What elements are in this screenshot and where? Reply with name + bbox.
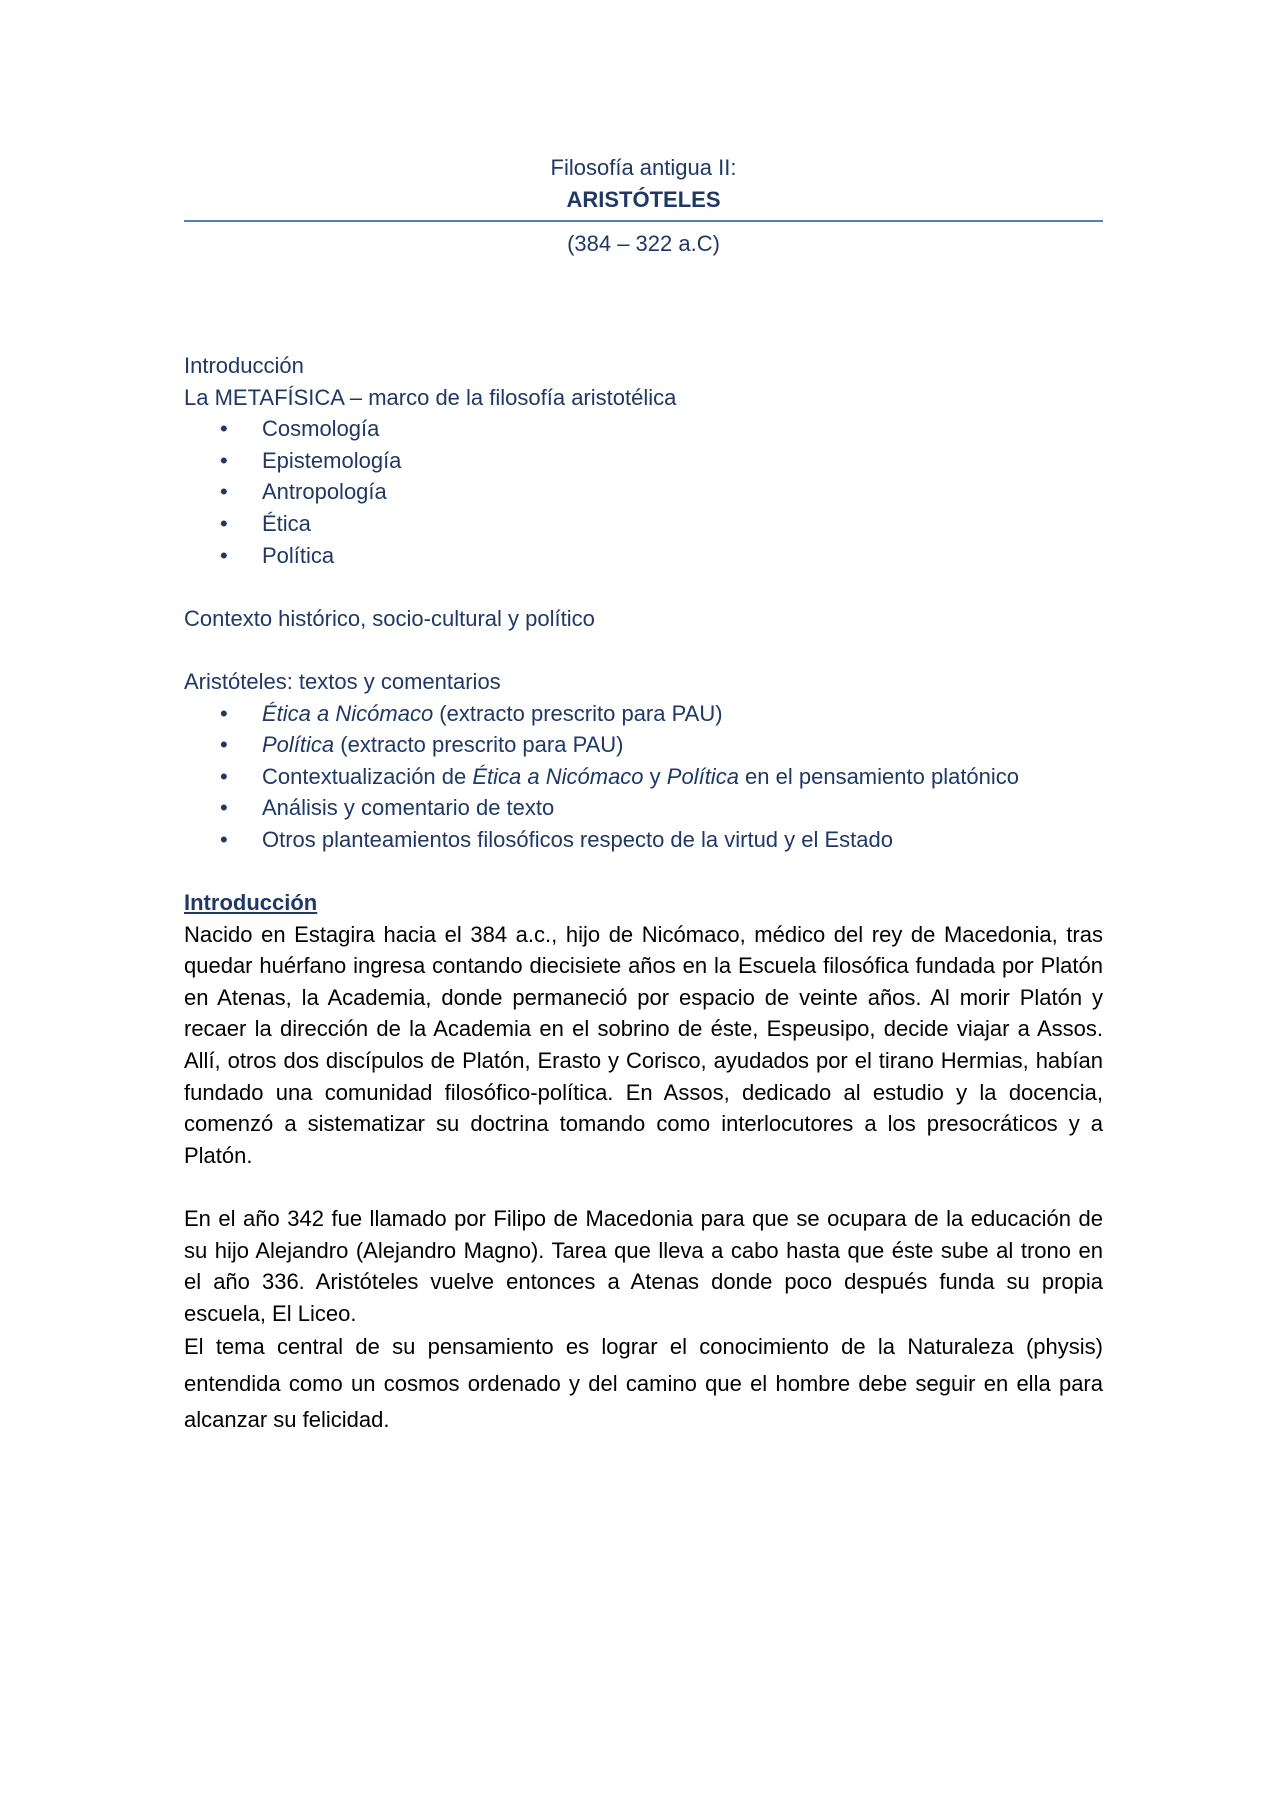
title-dates: (384 – 322 a.C) <box>567 231 720 256</box>
bullet-icon: • <box>220 510 228 536</box>
list-item <box>220 540 1103 572</box>
paragraph: El tema central de su pensamiento es lograr el conocimiento de la Naturaleza (physis) entendida como un cosmos ordenado y del camino que el hombre debe seguir en ella para alcanzar su felicidad. <box>184 1334 1103 1433</box>
list-item-label: en el pensamiento platónico <box>738 763 1020 789</box>
work-title: Política <box>666 763 739 789</box>
outline-metaphysics: La METAFÍSICA – marco de la filosofía aristotélica <box>184 384 677 410</box>
list-item <box>220 445 1103 477</box>
outline-texts-heading: Aristóteles: textos y comentarios <box>184 668 501 694</box>
outline-intro: Introducción <box>184 353 304 378</box>
paragraph: En el año 342 fue llamado por Filipo de Macedonia para que se ocupara de la educación de su hijo Alejandro (Alejandro Magno). Tarea que lleva a cabo hasta que éste sube al trono en el año 336. Aristóteles vuelve entonces a Atenas donde poco después funda su propia escuela, El Liceo. <box>184 1206 1103 1326</box>
bullet-icon: • <box>220 700 228 726</box>
work-title: Política <box>262 732 335 758</box>
document-title <box>184 152 1103 216</box>
list-item <box>220 792 1103 824</box>
work-title: Ética a Nicómaco <box>472 763 644 789</box>
list-item-label: Ética <box>262 510 311 536</box>
bullet-icon: • <box>220 447 228 473</box>
outline-context: Contexto histórico, socio-cultural y político <box>184 605 595 631</box>
page-content <box>184 152 1103 1439</box>
list-item-label: y <box>643 763 667 789</box>
list-item-label: Contextualización de <box>262 763 473 789</box>
list-item <box>220 413 1103 445</box>
title-philosopher: ARISTÓTELES <box>566 187 721 212</box>
title-divider <box>184 220 1103 222</box>
list-item <box>220 476 1103 508</box>
paragraph: Nacido en Estagira hacia el 384 a.c., hijo de Nicómaco, médico del rey de Macedonia, tras quedar huérfano ingresa contando diecisiete años en la Escuela filosófica fundada por Platón en Atenas, la Academia, donde permaneció por espacio de veinte años. Al morir Platón y recaer la dirección de la Academia en el sobrino de éste, Espeusipo, decide viajar a Assos. Allí, otros dos discípulos de Platón, Erasto y Corisco, ayudados por el tirano Hermias, habían fundado una comunidad filosófico-política. En Assos, dedicado al estudio y la docencia, comenzó a sistematizar su doctrina tomando como interlocutores a los presocráticos y a Platón. <box>184 921 1103 1168</box>
introduction-section <box>184 887 1103 1439</box>
list-item-label: Epistemología <box>262 447 402 473</box>
list-item <box>220 508 1103 540</box>
bullet-icon: • <box>220 479 228 505</box>
section-heading: Introducción <box>184 890 318 916</box>
metaphysics-list <box>184 413 1103 571</box>
bullet-icon: • <box>220 732 228 758</box>
bullet-icon: • <box>220 795 228 821</box>
list-item-label: Antropología <box>262 479 387 505</box>
work-title: Ética a Nicómaco <box>262 700 434 726</box>
list-item <box>220 761 1103 793</box>
spacer <box>184 571 1103 603</box>
list-item-label: (extracto prescrito para PAU) <box>334 732 624 758</box>
list-item-label: Política <box>262 542 335 568</box>
bullet-icon: • <box>220 542 228 568</box>
list-item <box>220 729 1103 761</box>
texts-list <box>184 698 1103 856</box>
list-item-label: Análisis y comentario de texto <box>262 795 555 821</box>
spacer <box>184 634 1103 666</box>
bullet-icon: • <box>220 416 228 442</box>
list-item-label: (extracto prescrito para PAU) <box>433 700 723 726</box>
table-of-contents <box>184 350 1103 856</box>
bullet-icon: • <box>220 826 228 852</box>
bullet-icon: • <box>220 763 228 789</box>
list-item <box>220 698 1103 730</box>
spacer <box>184 1171 1103 1203</box>
list-item-label: Otros planteamientos filosóficos respecto de la virtud y el Estado <box>262 826 893 852</box>
list-item-label: Cosmología <box>262 416 380 442</box>
title-subject: Filosofía antigua II: <box>550 155 737 180</box>
list-item <box>220 824 1103 856</box>
